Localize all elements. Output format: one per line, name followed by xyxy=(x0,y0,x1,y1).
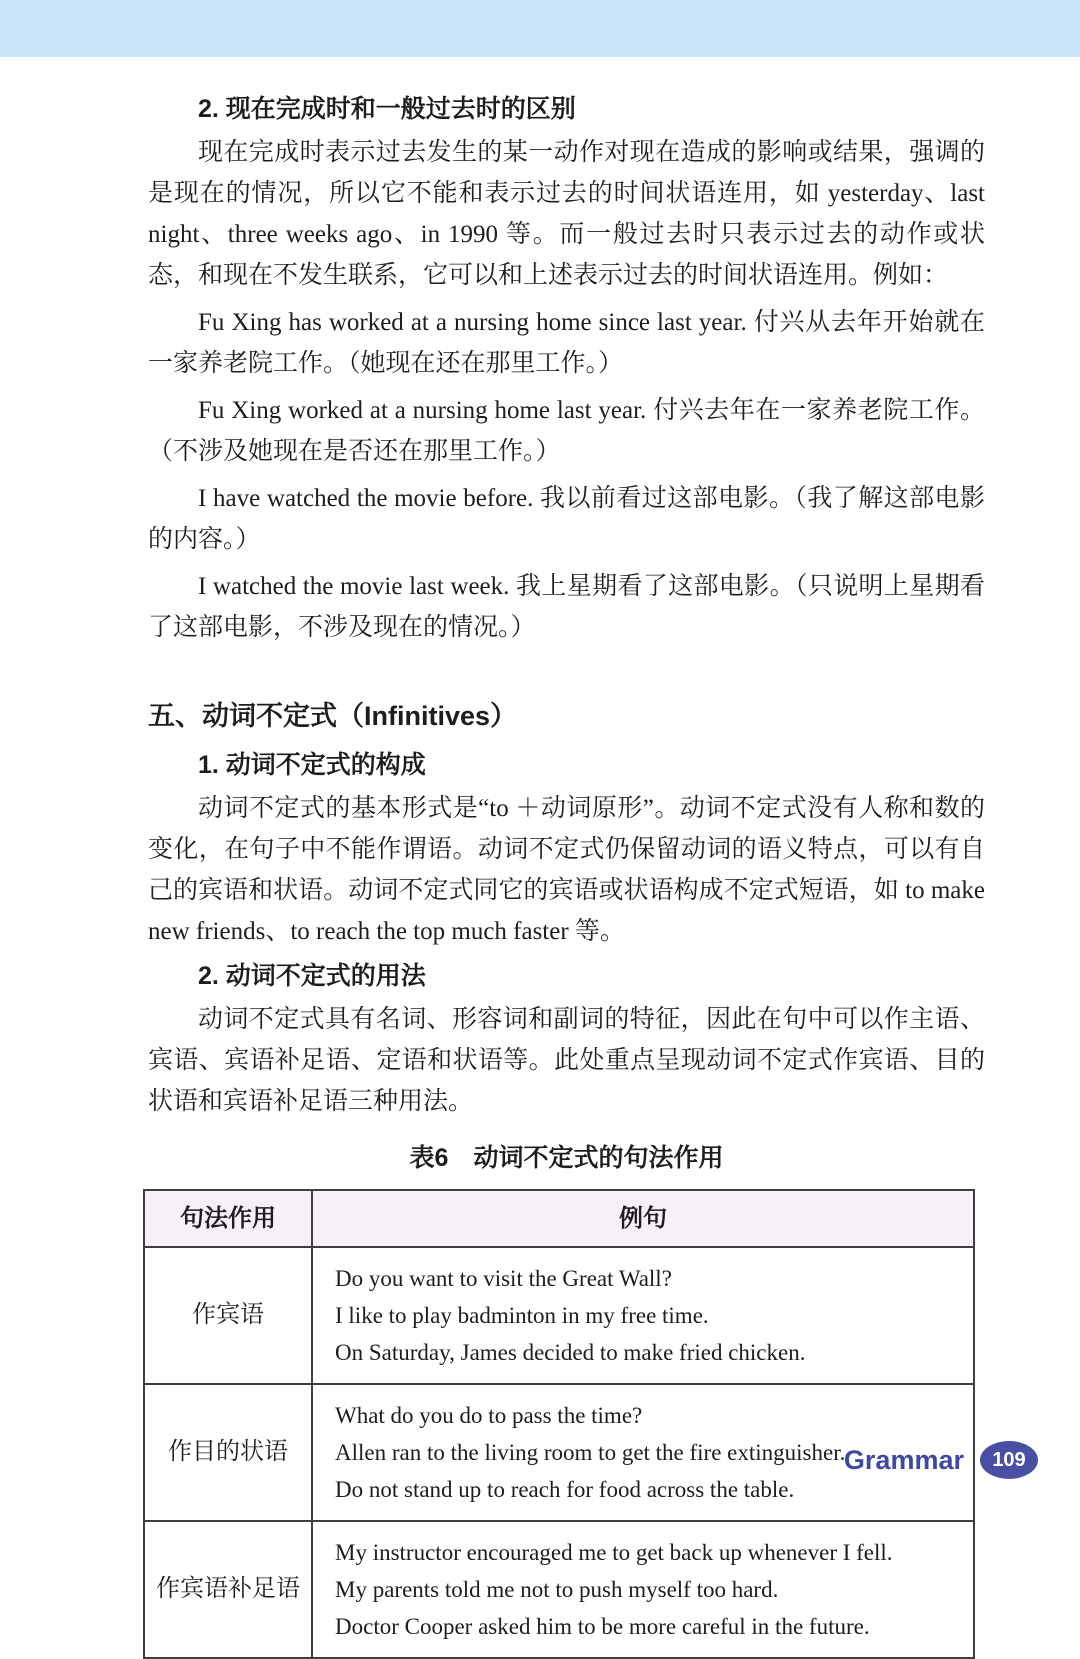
page-footer xyxy=(844,1441,1038,1479)
example-sentence: On Saturday, James decided to make fried chicken. xyxy=(335,1340,806,1365)
page-content xyxy=(0,57,1080,1659)
table-header-role: 句法作用 xyxy=(144,1190,312,1247)
infinitives-sub1-paragraph: 动词不定式的基本形式是“to ＋动词原形”。动词不定式没有人称和数的变化，在句子中不能作谓语。动词不定式仍保留动词的语义特点，可以有自己的宾语和状语。动词不定式同它的宾语或状语构成不定式短语，如 to make new friends、to reach the top much faster 等。 xyxy=(148,795,985,945)
footer-section-label: Grammar xyxy=(843,1444,964,1475)
page-number-badge: 109 xyxy=(980,1441,1038,1479)
infinitives-sub2-heading: 2. 动词不定式的用法 xyxy=(198,962,426,990)
example-sentence: My instructor encouraged me to get back up whenever I fell. xyxy=(335,1540,893,1565)
tense-section-paragraph: 现在完成时表示过去发生的某一动作对现在造成的影响或结果，强调的是现在的情况，所以它不能和表示过去的时间状语连用，如 yesterday、last night、three weeks ago、in 1990 等。而一般过去时只表示过去的动作或状态，和现在不发生联系，它可以和上述表示过去的时间状语连用。例如： xyxy=(148,139,985,289)
table-row-1-examples xyxy=(312,1247,974,1384)
infinitive-usage-table xyxy=(143,1189,975,1659)
page-top-bar xyxy=(0,0,1080,57)
example-sentence: Doctor Cooper asked him to be more careful in the future. xyxy=(335,1614,870,1639)
table-row-2-role: 作目的状语 xyxy=(144,1384,312,1521)
table-row-3-examples xyxy=(312,1521,974,1658)
table-row-3-role: 作宾语补足语 xyxy=(144,1521,312,1658)
example-sentence: I like to play badminton in my free time. xyxy=(335,1303,709,1328)
infinitives-section-heading: 五、动词不定式（Infinitives） xyxy=(148,701,518,731)
infinitives-sub2-paragraph: 动词不定式具有名词、形容词和副词的特征，因此在句中可以作主语、宾语、宾语补足语、定语和状语等。此处重点呈现动词不定式作宾语、目的状语和宾语补足语三种用法。 xyxy=(148,1006,985,1115)
tense-section-heading: 2. 现在完成时和一般过去时的区别 xyxy=(198,95,576,123)
infinitives-sub1-heading: 1. 动词不定式的构成 xyxy=(198,751,426,779)
table-header-examples: 例句 xyxy=(312,1190,974,1247)
table-row xyxy=(144,1521,974,1658)
table-row-1-role: 作宾语 xyxy=(144,1247,312,1384)
tense-example-1: Fu Xing has worked at a nursing home since last year. 付兴从去年开始就在一家养老院工作。（她现在还在那里工作。） xyxy=(148,309,985,377)
table-caption: 表6 动词不定式的句法作用 xyxy=(409,1144,724,1172)
tense-example-2: Fu Xing worked at a nursing home last year. 付兴去年在一家养老院工作。（不涉及她现在是否还在那里工作。） xyxy=(148,397,985,465)
table-header-row xyxy=(144,1190,974,1247)
example-sentence: Do not stand up to reach for food across the table. xyxy=(335,1477,795,1502)
example-sentence: Do you want to visit the Great Wall? xyxy=(335,1266,672,1291)
example-sentence: What do you do to pass the time? xyxy=(335,1403,643,1428)
example-sentence: My parents told me not to push myself too hard. xyxy=(335,1577,779,1602)
example-sentence: Allen ran to the living room to get the fire extinguisher. xyxy=(335,1440,846,1465)
tense-example-3: I have watched the movie before. 我以前看过这部电影。（我了解这部电影的内容。） xyxy=(148,485,985,553)
tense-example-4: I watched the movie last week. 我上星期看了这部电影。（只说明上星期看了这部电影，不涉及现在的情况。） xyxy=(148,573,985,641)
table-row xyxy=(144,1247,974,1384)
